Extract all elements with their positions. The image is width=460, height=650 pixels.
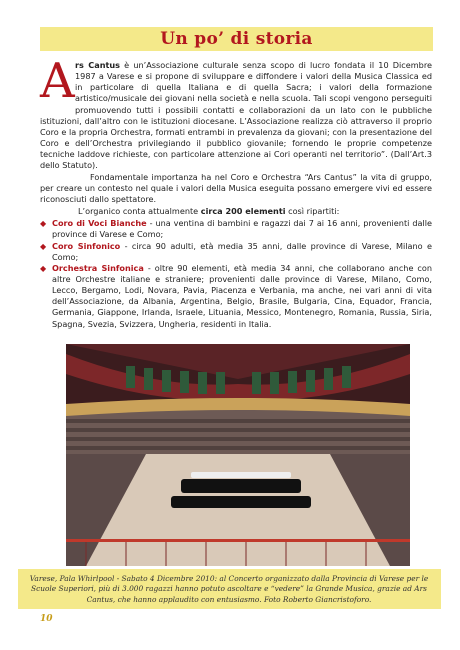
ensemble-list bbox=[40, 218, 432, 330]
ensemble-count: circa 200 elementi bbox=[200, 206, 286, 217]
ensemble-intro-after: così ripartiti: bbox=[285, 206, 340, 217]
front-railing bbox=[66, 539, 410, 542]
diamond-bullet-icon: ◆ bbox=[40, 263, 47, 273]
list-item bbox=[40, 218, 432, 240]
arena-illustration bbox=[66, 344, 410, 566]
title-bar bbox=[40, 27, 433, 51]
diamond-bullet-icon: ◆ bbox=[40, 219, 47, 229]
intro-text: è un’Associazione culturale senza scopo di lucro fondata il 10 Dicembre 1987 a Varese e si propone di sviluppare e diffondere i valori della Musica Classica ed in particolare di quella Italiana e di quella Sacra; i valori della formazione artistico/musicale dei giovani nella società e nella scuola. Tali scopi vengono perseguiti promuovendo tutti i possibili contatti e collaborazioni da un lato con le pubbliche istituzioni, dall’altro con le istituzioni diocesane. L’Associazione realizza ciò attraverso il proprio Coro e la propria Orchestra, formati entrambi in prevalenza da giovani; con la presentazione del Coro e dell’Orchestra privilegiando il pubblico giovanile; fornendo le proprie competenze tecniche laddove richieste, con particolare attenzione ai Cori operanti nel territorio”. (Dall’Art.3 dello Statuto). bbox=[40, 60, 432, 171]
diamond-bullet-icon: ◆ bbox=[40, 241, 47, 251]
ensemble-intro-before: L’organico conta attualmente bbox=[78, 206, 201, 217]
ensemble-name: Orchestra Sinfonica bbox=[52, 262, 144, 273]
group-life-paragraph: Fondamentale importanza ha nel Coro e Orchestra “Ars Cantus” la vita di gruppo, per creare un contesto nel quale i valori della Musica eseguita possano emergere vivi ed essere riconosciuti dallo spettatore. bbox=[40, 171, 432, 204]
ensemble-name: Coro di Voci Bianche bbox=[52, 218, 147, 229]
drop-cap: A bbox=[40, 53, 75, 109]
ensemble-description: - una ventina di bambini e ragazzi dai 7 ai 16 anni, provenienti dalle province di Varese e Como; bbox=[52, 218, 432, 240]
concert-photo bbox=[66, 344, 410, 566]
intro-lead: rs Cantus bbox=[75, 60, 120, 70]
ensemble-description: - oltre 90 elementi, età media 34 anni, che collaborano anche con altre Orchestre italiane e straniere; provenienti dalle province di Varese, Milano, Como, Lecco, Bergamo, Lodi, Novara, Pavia, Piacenza e Verbania, ma anche, nei vari anni di vita dell’Associazione, da Albania, Argentina, Belgio, Brasile, Bulgaria, Cina, Equador, Francia, Germania, Giappone, Irlanda, Israele, Lituania, Messico, Montenegro, Romania, Russia, Siria, Spagna, Svezia, Svizzera, Ungheria, residenti in Italia. bbox=[52, 262, 432, 329]
list-item bbox=[40, 263, 432, 330]
article-body bbox=[40, 53, 433, 330]
ensemble-description: - circa 90 adulti, età media 35 anni, dalle province di Varese, Milano e Como; bbox=[52, 240, 433, 262]
photo-caption: Varese, Pala Whirlpool - Sabato 4 Dicembre 2010: al Concerto organizzato dalla Provincia di Varese per le Scuole Superiori, più di 3.000 ragazzi hanno potuto ascoltare e “vedere” la Grande Musica, grazie ad Ars Cantus, che hanno applaudito con entusiasmo. Foto Roberto Giancristoforo. bbox=[29, 574, 429, 604]
ensemble-name: Coro Sinfonico bbox=[52, 240, 121, 251]
choir bbox=[191, 472, 291, 478]
page-number: 10 bbox=[40, 614, 53, 624]
ensemble-intro-paragraph bbox=[40, 206, 432, 217]
list-item bbox=[40, 241, 432, 263]
page-title: Un po’ di storia bbox=[160, 29, 313, 49]
intro-paragraph bbox=[40, 53, 432, 172]
